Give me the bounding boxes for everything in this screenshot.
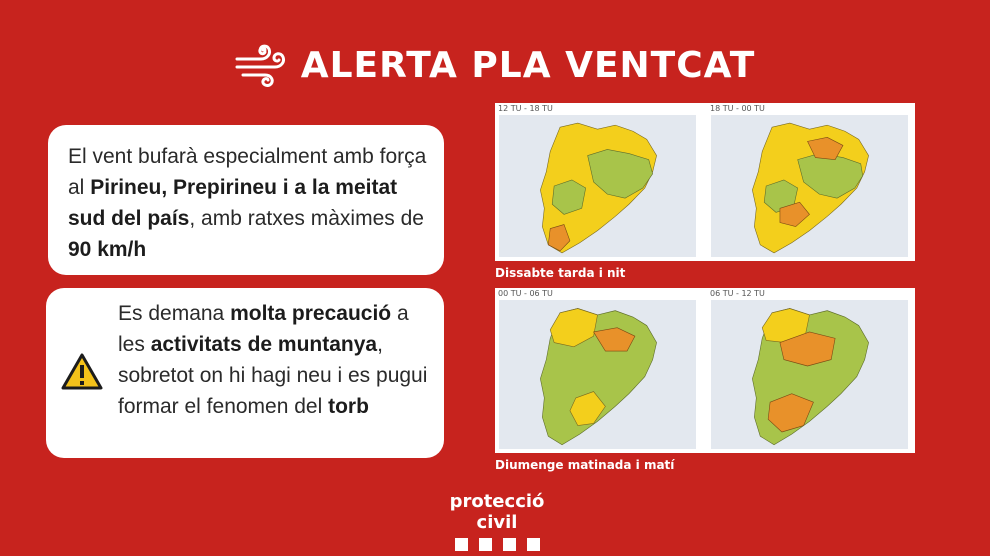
header bbox=[0, 40, 990, 90]
brand-name: protecció civil bbox=[449, 491, 545, 533]
catalonia-map bbox=[499, 115, 696, 257]
map-group-saturday bbox=[495, 103, 915, 261]
page-title: ALERTA PLA VENTCAT bbox=[300, 44, 756, 86]
wind-info-card bbox=[48, 125, 444, 275]
time-label: 12 TU - 18 TU bbox=[498, 104, 553, 113]
caution-card bbox=[46, 288, 444, 458]
text-segment: Es demana bbox=[118, 302, 231, 325]
map-panel bbox=[495, 103, 700, 261]
text-segment: , sobretot on hi hagi neu i es pugui formar el fenomen del bbox=[118, 333, 428, 418]
footer-logo bbox=[432, 491, 562, 551]
wind-icon bbox=[235, 43, 287, 87]
map-panel bbox=[495, 288, 700, 453]
wind-info-text bbox=[68, 141, 438, 265]
text-bold-caution: molta precaució bbox=[230, 302, 392, 325]
catalonia-map bbox=[711, 300, 908, 449]
map-group-sunday bbox=[495, 288, 915, 453]
text-segment: El vent bufarà especialment amb força al bbox=[68, 145, 427, 199]
warning-icon bbox=[60, 352, 104, 392]
text-bold-speed: 90 km/h bbox=[68, 238, 147, 261]
text-bold-activities: activitats de muntanya bbox=[150, 333, 378, 356]
text-segment: , amb ratxes màximes de bbox=[189, 207, 424, 230]
map-caption: Dissabte tarda i nit bbox=[495, 266, 626, 280]
map-panel bbox=[707, 103, 912, 261]
text-segment: a les bbox=[118, 302, 409, 356]
generalitat-squares-logo bbox=[432, 538, 562, 551]
map-panel bbox=[707, 288, 912, 453]
text-bold-regions: Pirineu, Prepirineu i a la meitat sud del país bbox=[68, 176, 398, 230]
time-label: 18 TU - 00 TU bbox=[710, 104, 765, 113]
catalonia-map bbox=[499, 300, 696, 449]
time-label: 00 TU - 06 TU bbox=[498, 289, 553, 298]
catalonia-map bbox=[711, 115, 908, 257]
caution-text bbox=[118, 298, 438, 422]
map-caption: Diumenge matinada i matí bbox=[495, 458, 675, 472]
time-label: 06 TU - 12 TU bbox=[710, 289, 765, 298]
text-bold-torb: torb bbox=[328, 395, 369, 418]
